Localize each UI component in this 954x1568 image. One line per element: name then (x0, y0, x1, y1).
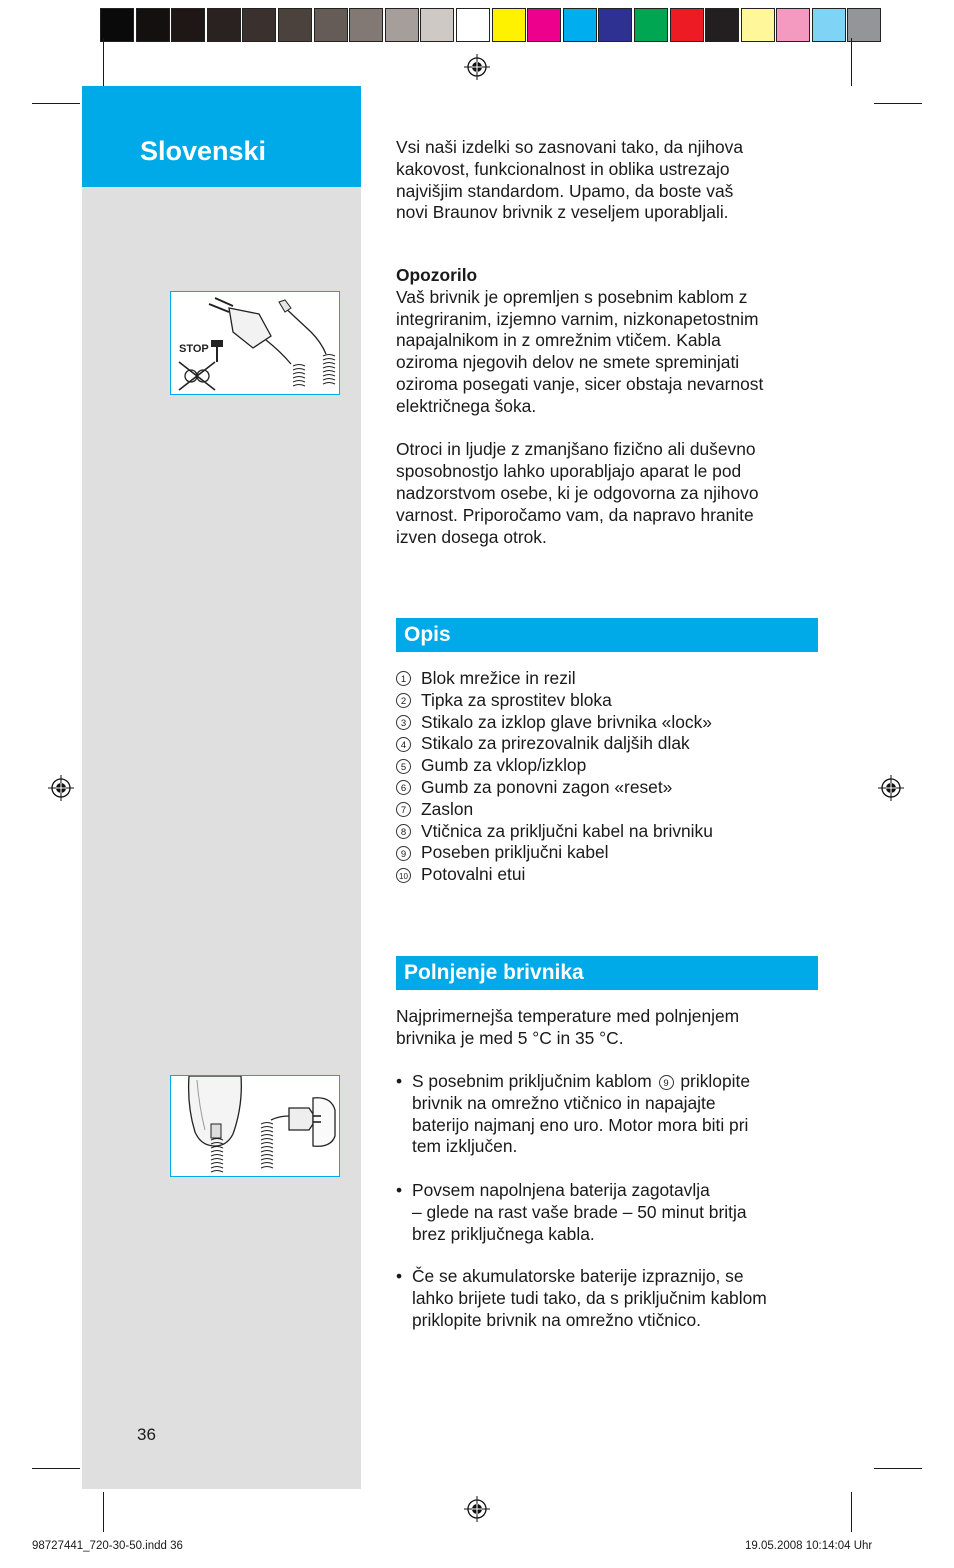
registration-mark-icon (464, 1496, 490, 1522)
page-number: 36 (137, 1425, 156, 1444)
language-header (82, 86, 361, 187)
bullet-dot: • (396, 1071, 403, 1091)
text-line: najvišjim standardom. Upamo, da boste vaš (396, 180, 734, 201)
crop-mark (32, 1468, 80, 1469)
text-line: oziroma posegati vanje, sicer obstaja nevarnost (396, 373, 764, 394)
color-swatch (278, 8, 312, 42)
color-swatch (634, 8, 668, 42)
color-swatch (670, 8, 704, 42)
color-swatch (456, 8, 490, 42)
color-swatch (385, 8, 419, 42)
text-line: nadzorstvom osebe, ki je odgovorna za njihovo (396, 482, 759, 503)
shaver-charging-icon (171, 1076, 338, 1175)
number-circle: 1 (396, 671, 411, 686)
number-circle: 7 (396, 802, 411, 817)
item-text: Stikalo za prirezovalnik daljših dlak (421, 733, 690, 754)
footer-filename: 98727441_720-30-50.indd 36 (32, 1540, 183, 1552)
list-item (396, 755, 713, 777)
color-swatch (207, 8, 241, 42)
text-line: brez priključnega kabla. (412, 1223, 595, 1244)
plug-cable-icon (171, 292, 338, 393)
text-line: Vaš brivnik je opremljen s posebnim kablom z (396, 286, 748, 307)
number-circle: 8 (396, 824, 411, 839)
list-item (396, 777, 713, 799)
registration-mark-icon (878, 775, 904, 801)
color-swatch (492, 8, 526, 42)
number-circle: 5 (396, 759, 411, 774)
text-line: novi Braunov brivnik z veseljem uporabljali. (396, 202, 729, 223)
color-swatch (171, 8, 205, 42)
crop-mark (874, 103, 922, 104)
charging-illustration (170, 1075, 340, 1177)
text-line: napajalnikom in z omrežnim vtičem. Kabla (396, 330, 721, 351)
stop-label: STOP (179, 343, 209, 355)
crop-mark (103, 1492, 104, 1532)
text-line: baterijo najmanj eno uro. Motor mora biti pri (412, 1114, 749, 1135)
text-line: kakovost, funkcionalnost in oblika ustrezajo (396, 158, 730, 179)
text-line: tem izključen. (412, 1136, 518, 1157)
number-circle: 9 (659, 1075, 674, 1090)
crop-mark (32, 103, 80, 104)
text-span: S posebnim priključnim kablom (412, 1071, 652, 1091)
crop-mark (874, 1468, 922, 1469)
list-item (396, 690, 713, 712)
text-line: Povsem napolnjena baterija zagotavlja (412, 1180, 710, 1200)
text-line: izven dosega otrok. (396, 526, 547, 547)
number-circle: 10 (396, 868, 411, 883)
text-line: brivnik na omrežno vtičnico in napajajte (412, 1092, 716, 1113)
text-line: lahko brijete tudi tako, da s priključnim kablom (412, 1287, 767, 1308)
number-circle: 9 (396, 846, 411, 861)
list-item (396, 668, 713, 690)
list-item (396, 864, 713, 886)
warning-title: Opozorilo (396, 265, 478, 285)
color-swatch (349, 8, 383, 42)
list-item (396, 842, 713, 864)
color-swatch (705, 8, 739, 42)
text-line: Vsi naši izdelki so zasnovani tako, da njihova (396, 137, 744, 157)
text-line: integriranim, izjemno varnim, nizkonapetostnim (396, 308, 759, 329)
number-circle: 6 (396, 780, 411, 795)
color-swatch (847, 8, 881, 42)
color-swatch (598, 8, 632, 42)
list-item (396, 712, 713, 734)
bullet-dot: • (396, 1180, 403, 1200)
color-calibration-bar (100, 8, 883, 42)
item-text: Tipka za sprostitev bloka (421, 689, 612, 710)
item-text: Potovalni etui (421, 864, 526, 885)
color-swatch (420, 8, 454, 42)
registration-mark-icon (464, 54, 490, 80)
color-swatch (242, 8, 276, 42)
text-line: električnega šoka. (396, 395, 537, 416)
text-line: – glede na rast vaše brade – 50 minut britja (412, 1201, 747, 1222)
section-title-charging: Polnjenje brivnika (396, 956, 818, 990)
text-line: oziroma njegovih delov ne smete spreminjati (396, 352, 740, 373)
text-line: Najprimernejša temperature med polnjenjem (396, 1006, 740, 1026)
color-swatch (741, 8, 775, 42)
color-swatch (776, 8, 810, 42)
color-swatch (314, 8, 348, 42)
list-item (396, 733, 713, 755)
cable-warning-illustration (170, 291, 340, 395)
language-title: Slovenski (140, 136, 267, 166)
color-swatch (527, 8, 561, 42)
color-swatch (100, 8, 134, 42)
item-text: Gumb za ponovni zagon «reset» (421, 776, 673, 797)
text-line: sposobnostjo lahko uporabljajo aparat le pod (396, 461, 742, 482)
crop-mark (851, 38, 852, 86)
text-line: priklopite brivnik na omrežno vtičnico. (412, 1309, 702, 1330)
crop-mark (851, 1492, 852, 1532)
item-text: Zaslon (421, 798, 474, 819)
text-span: priklopite (680, 1071, 750, 1091)
intro-paragraph (396, 137, 743, 224)
text-line: varnost. Priporočamo vam, da napravo hranite (396, 504, 754, 525)
warning-section (396, 265, 763, 548)
text-line: brivnika je med 5 °C in 35 °C. (396, 1027, 624, 1048)
section-title-opis: Opis (396, 618, 818, 652)
registration-mark-icon (48, 775, 74, 801)
item-text: Vtičnica za priključni kabel na brivniku (421, 820, 713, 841)
item-text: Poseben priključni kabel (421, 842, 609, 863)
number-circle: 4 (396, 737, 411, 752)
number-circle: 3 (396, 715, 411, 730)
color-swatch (563, 8, 597, 42)
crop-mark (103, 38, 104, 86)
number-circle: 2 (396, 693, 411, 708)
list-item (396, 799, 713, 821)
item-text: Stikalo za izklop glave brivnika «lock» (421, 711, 712, 732)
parts-list (396, 668, 713, 886)
text-line: Otroci in ljudje z zmanjšano fizično ali duševno (396, 439, 756, 460)
charging-intro (396, 1006, 739, 1050)
text-line: Če se akumulatorske baterije izpraznijo, se (412, 1266, 744, 1286)
item-text: Blok mrežice in rezil (421, 668, 576, 688)
text-line (412, 1071, 822, 1093)
color-swatch (812, 8, 846, 42)
bullet-dot: • (396, 1266, 403, 1286)
color-swatch (136, 8, 170, 42)
item-text: Gumb za vklop/izklop (421, 755, 587, 776)
list-item (396, 821, 713, 843)
footer-timestamp: 19.05.2008 10:14:04 Uhr (745, 1540, 873, 1552)
